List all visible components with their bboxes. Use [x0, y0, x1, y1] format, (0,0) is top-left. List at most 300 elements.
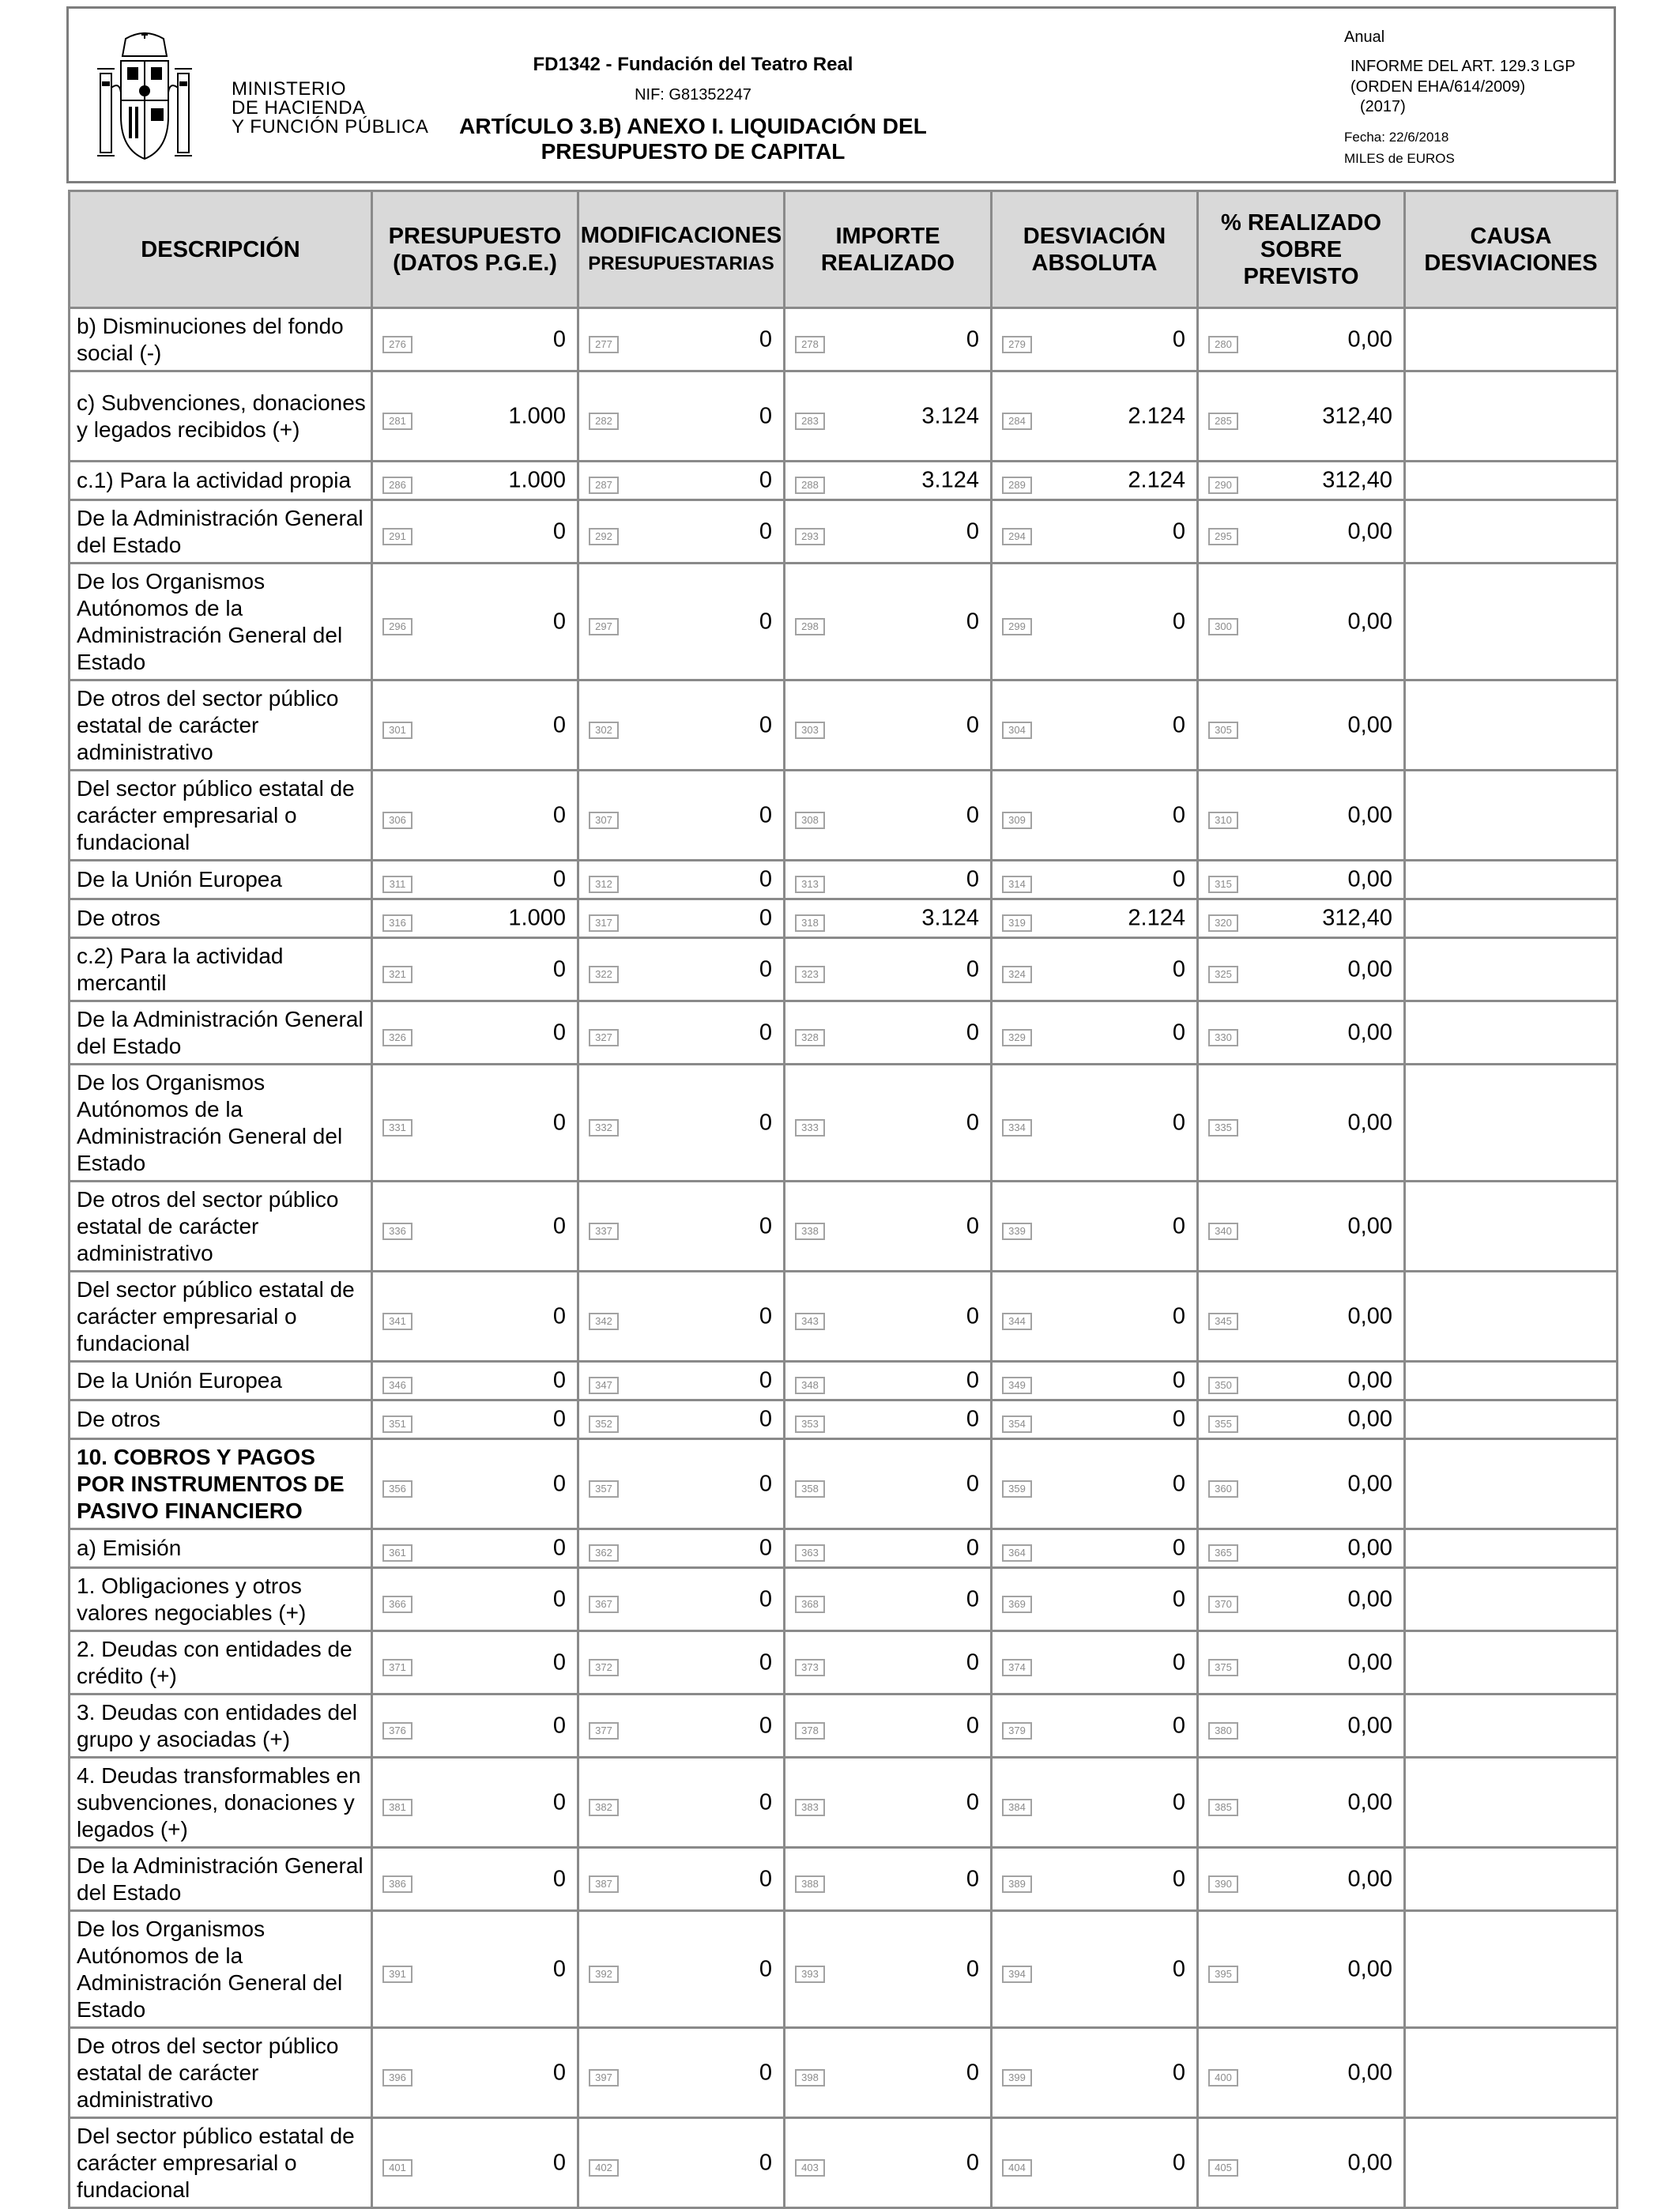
cell-value: 0	[552, 866, 566, 892]
report-reference-3: (2017)	[1360, 98, 1406, 115]
cell-desviacion	[992, 1848, 1198, 1911]
table-row	[70, 1631, 1618, 1694]
field-code-box: 286	[382, 477, 412, 494]
row-description: c.2) Para la actividad mercantil	[70, 938, 372, 1001]
row-description: b) Disminuciones del fondo social (-)	[70, 308, 372, 371]
cell-desviacion	[992, 2118, 1198, 2208]
table-row	[70, 1182, 1618, 1272]
field-code-box: 282	[589, 413, 619, 430]
cell-realizado	[1198, 1529, 1405, 1568]
cell-value: 312,40	[1322, 905, 1392, 931]
field-code-box: 358	[795, 1480, 825, 1498]
cell-modificaciones	[578, 564, 785, 680]
cell-value: 0	[552, 1535, 566, 1561]
field-code-box: 309	[1002, 812, 1032, 829]
cell-modificaciones	[578, 1001, 785, 1065]
table-row	[70, 1400, 1618, 1439]
field-code-box: 336	[382, 1223, 412, 1240]
cell-value: 0	[966, 1956, 979, 1981]
cell-realizado	[1198, 1694, 1405, 1758]
cell-desviacion	[992, 680, 1198, 771]
cell-importe	[785, 1065, 992, 1182]
field-code-box: 315	[1208, 876, 1238, 893]
field-code-box: 394	[1002, 1966, 1032, 1983]
field-code-box: 288	[795, 477, 825, 494]
cell-causa	[1405, 1272, 1618, 1362]
cell-value: 0	[759, 1471, 772, 1496]
cell-importe	[785, 1362, 992, 1400]
currency-units: MILES de EUROS	[1344, 151, 1455, 166]
cell-value: 0	[759, 1789, 772, 1815]
cell-causa	[1405, 1758, 1618, 1848]
cell-modificaciones	[578, 2118, 785, 2208]
field-code-box: 338	[795, 1223, 825, 1240]
field-code-box: 310	[1208, 812, 1238, 829]
cell-desviacion	[992, 2028, 1198, 2118]
cell-causa	[1405, 1439, 1618, 1529]
row-description: De otros del sector público estatal de carácter administrativo	[70, 1182, 372, 1272]
cell-value: 0	[552, 1956, 566, 1981]
field-code-box: 307	[589, 812, 619, 829]
ministry-line-2: DE HACIENDA	[232, 97, 366, 119]
cell-modificaciones	[578, 1758, 785, 1848]
cell-importe	[785, 1272, 992, 1362]
cell-importe	[785, 2028, 992, 2118]
cell-presupuesto	[372, 1911, 578, 2028]
table-row	[70, 899, 1618, 938]
cell-value: 0	[759, 956, 772, 982]
cell-realizado	[1198, 1400, 1405, 1439]
cell-value: 312,40	[1322, 403, 1392, 428]
cell-realizado	[1198, 371, 1405, 462]
cell-desviacion	[992, 1911, 1198, 2028]
field-code-box: 295	[1208, 528, 1238, 545]
field-code-box: 328	[795, 1029, 825, 1046]
field-code-box: 289	[1002, 477, 1032, 494]
table-row	[70, 371, 1618, 462]
col-desviacion: DESVIACIÓN ABSOLUTA	[992, 191, 1198, 308]
table-row	[70, 1065, 1618, 1182]
cell-value: 0,00	[1347, 866, 1392, 892]
cell-importe	[785, 500, 992, 564]
field-code-box: 352	[589, 1415, 619, 1433]
cell-presupuesto	[372, 1362, 578, 1400]
cell-value: 0	[552, 1713, 566, 1738]
field-code-box: 350	[1208, 1377, 1238, 1394]
table-row	[70, 1694, 1618, 1758]
cell-modificaciones	[578, 899, 785, 938]
field-code-box: 349	[1002, 1377, 1032, 1394]
cell-value: 0	[1172, 802, 1185, 827]
cell-desviacion	[992, 1362, 1198, 1400]
field-code-box: 298	[795, 618, 825, 635]
cell-value: 0	[966, 2060, 979, 2085]
cell-importe	[785, 938, 992, 1001]
cell-value: 0	[1172, 1649, 1185, 1675]
table-row	[70, 861, 1618, 899]
cell-realizado	[1198, 1631, 1405, 1694]
field-code-box: 300	[1208, 618, 1238, 635]
field-code-box: 340	[1208, 1223, 1238, 1240]
field-code-box: 322	[589, 966, 619, 983]
field-code-box: 337	[589, 1223, 619, 1240]
field-code-box: 355	[1208, 1415, 1238, 1433]
cell-value: 0	[552, 1789, 566, 1815]
cell-value: 0	[759, 1303, 772, 1329]
cell-value: 0,00	[1347, 1406, 1392, 1432]
cell-value: 0	[1172, 1110, 1185, 1135]
cell-desviacion	[992, 861, 1198, 899]
field-code-box: 330	[1208, 1029, 1238, 1046]
cell-value: 0	[966, 1471, 979, 1496]
cell-value: 0,00	[1347, 1367, 1392, 1393]
field-code-box: 276	[382, 336, 412, 353]
cell-causa	[1405, 1400, 1618, 1439]
cell-causa	[1405, 1182, 1618, 1272]
field-code-box: 299	[1002, 618, 1032, 635]
cell-presupuesto	[372, 1439, 578, 1529]
cell-value: 0	[552, 1649, 566, 1675]
field-code-box: 320	[1208, 914, 1238, 932]
cell-value: 0	[966, 1586, 979, 1612]
cell-value: 0	[759, 1110, 772, 1135]
cell-causa	[1405, 1911, 1618, 2028]
cell-realizado	[1198, 2118, 1405, 2208]
table-row	[70, 1758, 1618, 1848]
field-code-box: 317	[589, 914, 619, 932]
cell-importe	[785, 1911, 992, 2028]
row-description: De otros	[70, 1400, 372, 1439]
field-code-box: 293	[795, 528, 825, 545]
cell-value: 0	[1172, 712, 1185, 737]
cell-desviacion	[992, 462, 1198, 500]
field-code-box: 332	[589, 1119, 619, 1137]
cell-value: 0,00	[1347, 609, 1392, 634]
row-description: c.1) Para la actividad propia	[70, 462, 372, 500]
cell-value: 0	[759, 609, 772, 634]
field-code-box: 400	[1208, 2069, 1238, 2086]
field-code-box: 384	[1002, 1799, 1032, 1816]
cell-value: 0	[1172, 326, 1185, 352]
cell-value: 0	[759, 1649, 772, 1675]
cell-presupuesto	[372, 1694, 578, 1758]
row-description: 3. Deudas con entidades del grupo y asociadas (+)	[70, 1694, 372, 1758]
cell-modificaciones	[578, 371, 785, 462]
field-code-box: 374	[1002, 1659, 1032, 1676]
table-row	[70, 462, 1618, 500]
table-row	[70, 308, 1618, 371]
cell-value: 0	[759, 403, 772, 428]
field-code-box: 376	[382, 1722, 412, 1740]
cell-causa	[1405, 680, 1618, 771]
col-causa: CAUSA DESVIACIONES	[1405, 191, 1618, 308]
cell-desviacion	[992, 1439, 1198, 1529]
field-code-box: 351	[382, 1415, 412, 1433]
field-code-box: 333	[795, 1119, 825, 1137]
cell-value: 2.124	[1128, 467, 1185, 493]
cell-value: 0	[759, 326, 772, 352]
cell-desviacion	[992, 1272, 1198, 1362]
cell-causa	[1405, 1065, 1618, 1182]
table-row	[70, 1568, 1618, 1631]
cell-causa	[1405, 462, 1618, 500]
cell-realizado	[1198, 1848, 1405, 1911]
cell-desviacion	[992, 564, 1198, 680]
cell-value: 0	[966, 1406, 979, 1432]
field-code-box: 343	[795, 1313, 825, 1330]
field-code-box: 292	[589, 528, 619, 545]
cell-value: 0,00	[1347, 1471, 1392, 1496]
row-description: De los Organismos Autónomos de la Administración General del Estado	[70, 1911, 372, 2028]
cell-realizado	[1198, 1758, 1405, 1848]
cell-causa	[1405, 1848, 1618, 1911]
field-code-box: 389	[1002, 1875, 1032, 1893]
cell-modificaciones	[578, 1529, 785, 1568]
field-code-box: 331	[382, 1119, 412, 1137]
cell-value: 0	[552, 956, 566, 982]
field-code-box: 373	[795, 1659, 825, 1676]
field-code-box: 391	[382, 1966, 412, 1983]
cell-desviacion	[992, 1694, 1198, 1758]
cell-value: 0	[759, 712, 772, 737]
field-code-box: 359	[1002, 1480, 1032, 1498]
cell-value: 0	[1172, 1866, 1185, 1891]
cell-presupuesto	[372, 1400, 578, 1439]
cell-desviacion	[992, 1529, 1198, 1568]
cell-value: 0	[759, 802, 772, 827]
cell-modificaciones	[578, 462, 785, 500]
article-title: ARTÍCULO 3.B) ANEXO I. LIQUIDACIÓN DEL PRESUPUESTO DE CAPITAL	[459, 114, 927, 164]
field-code-box: 345	[1208, 1313, 1238, 1330]
field-code-box: 346	[382, 1377, 412, 1394]
cell-causa	[1405, 500, 1618, 564]
ministry-line-1: MINISTERIO	[232, 78, 347, 100]
cell-value: 0	[966, 609, 979, 634]
cell-value: 0	[966, 1649, 979, 1675]
document-header	[66, 6, 1616, 183]
field-code-box: 316	[382, 914, 412, 932]
field-code-box: 382	[589, 1799, 619, 1816]
cell-realizado	[1198, 500, 1405, 564]
cell-value: 0	[759, 866, 772, 892]
field-code-box: 365	[1208, 1544, 1238, 1562]
field-code-box: 280	[1208, 336, 1238, 353]
field-code-box: 312	[589, 876, 619, 893]
field-code-box: 334	[1002, 1119, 1032, 1137]
cell-importe	[785, 564, 992, 680]
cell-value: 0	[966, 866, 979, 892]
cell-value: 0	[552, 1406, 566, 1432]
field-code-box: 361	[382, 1544, 412, 1562]
field-code-box: 278	[795, 336, 825, 353]
cell-importe	[785, 861, 992, 899]
field-code-box: 378	[795, 1722, 825, 1740]
field-code-box: 398	[795, 2069, 825, 2086]
cell-realizado	[1198, 861, 1405, 899]
field-code-box: 279	[1002, 336, 1032, 353]
table-row	[70, 500, 1618, 564]
cell-modificaciones	[578, 938, 785, 1001]
cell-importe	[785, 1529, 992, 1568]
cell-importe	[785, 1400, 992, 1439]
col-presupuesto: PRESUPUESTO (DATOS P.G.E.)	[372, 191, 578, 308]
cell-importe	[785, 1694, 992, 1758]
cell-value: 0,00	[1347, 1789, 1392, 1815]
cell-realizado	[1198, 771, 1405, 861]
cell-value: 0	[552, 712, 566, 737]
cell-modificaciones	[578, 1911, 785, 2028]
cell-presupuesto	[372, 1272, 578, 1362]
cell-value: 0,00	[1347, 1303, 1392, 1329]
table-row	[70, 2028, 1618, 2118]
cell-causa	[1405, 1001, 1618, 1065]
field-code-box: 329	[1002, 1029, 1032, 1046]
col-modificaciones: MODIFICACIONES PRESUPUESTARIAS	[578, 191, 785, 308]
cell-modificaciones	[578, 1568, 785, 1631]
cell-presupuesto	[372, 2118, 578, 2208]
field-code-box: 306	[382, 812, 412, 829]
field-code-box: 381	[382, 1799, 412, 1816]
cell-modificaciones	[578, 1272, 785, 1362]
cell-value: 0	[1172, 1406, 1185, 1432]
field-code-box: 380	[1208, 1722, 1238, 1740]
field-code-box: 386	[382, 1875, 412, 1893]
field-code-box: 283	[795, 413, 825, 430]
report-reference-2: (ORDEN EHA/614/2009)	[1350, 78, 1526, 96]
field-code-box: 325	[1208, 966, 1238, 983]
cell-realizado	[1198, 680, 1405, 771]
cell-value: 0,00	[1347, 1866, 1392, 1891]
table-row	[70, 1439, 1618, 1529]
cell-importe	[785, 2118, 992, 2208]
cell-desviacion	[992, 899, 1198, 938]
cell-value: 0	[759, 1020, 772, 1045]
cell-value: 0,00	[1347, 326, 1392, 352]
cell-value: 0	[966, 1213, 979, 1238]
field-code-box: 387	[589, 1875, 619, 1893]
field-code-box: 402	[589, 2159, 619, 2177]
cell-value: 0,00	[1347, 1649, 1392, 1675]
cell-value: 2.124	[1128, 905, 1185, 931]
row-description: De la Administración General del Estado	[70, 1848, 372, 1911]
field-code-box: 369	[1002, 1596, 1032, 1613]
field-code-box: 342	[589, 1313, 619, 1330]
table-row	[70, 2118, 1618, 2208]
col-importe: IMPORTE REALIZADO	[785, 191, 992, 308]
field-code-box: 364	[1002, 1544, 1032, 1562]
cell-value: 312,40	[1322, 467, 1392, 493]
field-code-box: 319	[1002, 914, 1032, 932]
cell-value: 0	[552, 1110, 566, 1135]
row-description: De la Administración General del Estado	[70, 1001, 372, 1065]
table-row	[70, 771, 1618, 861]
cell-value: 0	[552, 1367, 566, 1393]
cell-desviacion	[992, 1001, 1198, 1065]
cell-value: 0	[759, 1213, 772, 1238]
cell-importe	[785, 771, 992, 861]
cell-value: 0	[759, 1535, 772, 1561]
cell-presupuesto	[372, 680, 578, 771]
cell-presupuesto	[372, 2028, 578, 2118]
cell-realizado	[1198, 938, 1405, 1001]
row-description: De la Unión Europea	[70, 1362, 372, 1400]
cell-desviacion	[992, 1400, 1198, 1439]
row-description: Del sector público estatal de carácter empresarial o fundacional	[70, 771, 372, 861]
cell-modificaciones	[578, 1848, 785, 1911]
table-row	[70, 938, 1618, 1001]
field-code-box: 297	[589, 618, 619, 635]
cell-value: 0	[552, 518, 566, 544]
cell-value: 0	[759, 1367, 772, 1393]
cell-value: 0,00	[1347, 2150, 1392, 2175]
cell-value: 0	[759, 2150, 772, 2175]
field-code-box: 277	[589, 336, 619, 353]
cell-presupuesto	[372, 308, 578, 371]
row-description: 2. Deudas con entidades de crédito (+)	[70, 1631, 372, 1694]
cell-realizado	[1198, 1362, 1405, 1400]
cell-desviacion	[992, 1758, 1198, 1848]
cell-realizado	[1198, 899, 1405, 938]
field-code-box: 326	[382, 1029, 412, 1046]
cell-importe	[785, 371, 992, 462]
cell-causa	[1405, 1631, 1618, 1694]
cell-causa	[1405, 2118, 1618, 2208]
field-code-box: 383	[795, 1799, 825, 1816]
cell-presupuesto	[372, 1001, 578, 1065]
cell-importe	[785, 680, 992, 771]
field-code-box: 357	[589, 1480, 619, 1498]
cell-importe	[785, 1001, 992, 1065]
field-code-box: 341	[382, 1313, 412, 1330]
field-code-box: 294	[1002, 528, 1032, 545]
cell-desviacion	[992, 1182, 1198, 1272]
cell-presupuesto	[372, 1182, 578, 1272]
field-code-box: 313	[795, 876, 825, 893]
field-code-box: 290	[1208, 477, 1238, 494]
cell-desviacion	[992, 371, 1198, 462]
cell-desviacion	[992, 1631, 1198, 1694]
field-code-box: 347	[589, 1377, 619, 1394]
field-code-box: 371	[382, 1659, 412, 1676]
cell-modificaciones	[578, 1694, 785, 1758]
cell-realizado	[1198, 1439, 1405, 1529]
cell-realizado	[1198, 1001, 1405, 1065]
cell-desviacion	[992, 938, 1198, 1001]
report-reference-1: INFORME DEL ART. 129.3 LGP	[1350, 58, 1576, 75]
cell-value: 0	[1172, 1213, 1185, 1238]
cell-causa	[1405, 2028, 1618, 2118]
cell-value: 0	[552, 1303, 566, 1329]
cell-value: 0	[759, 1713, 772, 1738]
field-code-box: 370	[1208, 1596, 1238, 1613]
cell-value: 0,00	[1347, 956, 1392, 982]
cell-presupuesto	[372, 500, 578, 564]
field-code-box: 367	[589, 1596, 619, 1613]
field-code-box: 379	[1002, 1722, 1032, 1740]
field-code-box: 324	[1002, 966, 1032, 983]
cell-presupuesto	[372, 1568, 578, 1631]
cell-causa	[1405, 938, 1618, 1001]
cell-desviacion	[992, 308, 1198, 371]
cell-value: 0	[552, 1586, 566, 1612]
cell-value: 3.124	[921, 467, 979, 493]
field-code-box: 354	[1002, 1415, 1032, 1433]
field-code-box: 397	[589, 2069, 619, 2086]
cell-modificaciones	[578, 1631, 785, 1694]
cell-value: 0	[552, 802, 566, 827]
cell-value: 0,00	[1347, 1535, 1392, 1561]
cell-presupuesto	[372, 1529, 578, 1568]
